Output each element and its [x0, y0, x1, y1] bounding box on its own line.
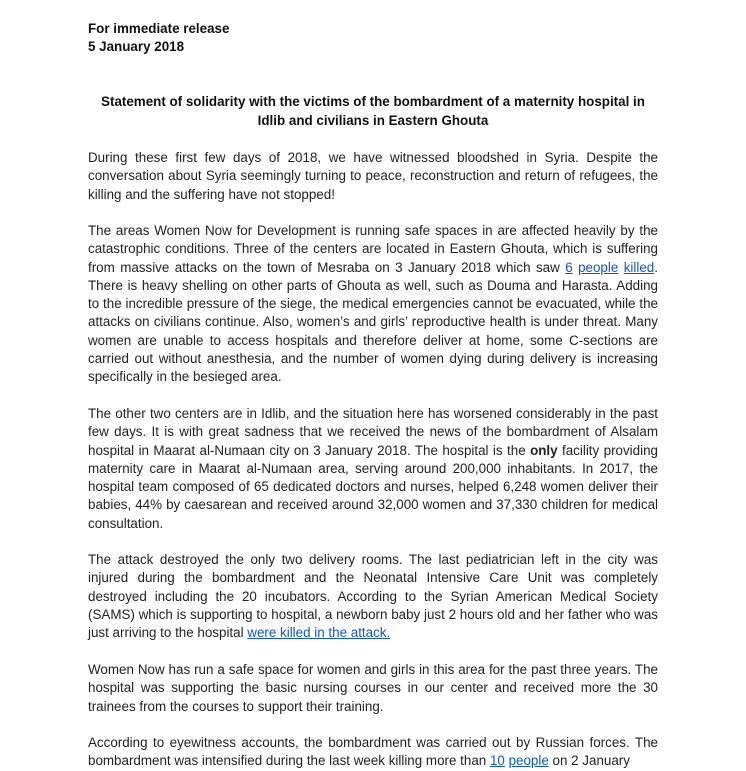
link-killed[interactable]: killed — [623, 259, 655, 275]
paragraph-eyewitness — [88, 734, 658, 771]
statement-title — [88, 93, 658, 130]
paragraph-text: According to eyewitness accounts, the bombardment was carried out by Russian forces. The bombardment was intensified during the last week killing more than — [88, 735, 658, 769]
paragraph-text: on 2 January — [548, 753, 630, 769]
paragraph-text: . There is heavy shelling on other parts of Ghouta as well, such as Douma and Harasta. Adding to the incredible pressure of the siege, the medical emergencies cannot be evacuated, while the attacks on civilians continue. Also, women’s and girls’ reproductive health is under threat. Many women are unable to access hospitals and therefore deliver at home, some C-sections are carried out without anesthesia, and the number of women dying during delivery is increasing specifically in the besieged area. — [88, 259, 658, 385]
paragraph-text: facility providing maternity care in Maarat al-Numaan area, serving around 200,000 inhabitants. In 2017, the hospital team composed of 65 dedicated doctors and nurses, helped 6,248 women deliver their babies, 44% by caesarean and received around 32,000 women and 37,330 children for medical consultation. — [88, 442, 658, 531]
link-killed-in-attack[interactable]: were killed in the attack. — [247, 625, 391, 641]
link-6[interactable]: 6 — [565, 259, 573, 275]
title-line-2: Idlib and civilians in Eastern Ghouta — [257, 112, 489, 128]
paragraph-text: The other two centers are in Idlib, and the situation here has worsened considerably in the past few days. It is with great sadness that we received the news of the bombardment of Alsalam hospital in Maarat al-Numaan city on 3 January 2018. The hospital is the — [88, 406, 658, 458]
paragraph-text: The areas Women Now for Development is running safe spaces in are affected heavily by the catastrophic conditions. Three of the centers are located in Eastern Ghouta, which is suffering from massive attacks on the town of Mesraba on 3 January 2018 which saw — [88, 223, 658, 275]
paragraph-text: The attack destroyed the only two delivery rooms. The last pediatrician left in the city was injured during the bombardment and the Neonatal Intensive Care Unit was completely destroyed including the 20 incubators. According to the Syrian American Medical Society (SAMS) which is supporting to hospital, a newborn baby just 2 hours old and her father who was just arriving to the hospital — [88, 552, 658, 641]
emphasis-only: only — [530, 442, 558, 458]
title-line-1: Statement of solidarity with the victims of the bombardment of a maternity hospital in — [101, 94, 645, 109]
link-10[interactable]: 10 — [489, 753, 505, 769]
paragraph-eastern-ghouta — [88, 222, 658, 387]
link-people[interactable]: people — [578, 259, 619, 275]
release-date: 5 January 2018 — [88, 39, 185, 54]
release-header — [88, 20, 229, 56]
paragraph-safe-space — [88, 661, 658, 716]
paragraph-attack — [88, 551, 658, 642]
paragraph-idlib — [88, 405, 658, 533]
paragraph-text: Women Now has run a safe space for women and girls in this area for the past three years. The hospital was supporting the basic nursing courses in our center and received more the 30 trainees from the courses to support their training. — [88, 662, 658, 714]
link-people-2[interactable]: people — [508, 753, 549, 769]
release-label: For immediate release — [88, 21, 230, 36]
paragraph-intro — [88, 149, 658, 204]
paragraph-text: During these first few days of 2018, we have witnessed bloodshed in Syria. Despite the conversation about Syria seemingly turning to peace, reconstruction and return of refugees, the killing and the suffering have not stopped! — [88, 150, 658, 202]
